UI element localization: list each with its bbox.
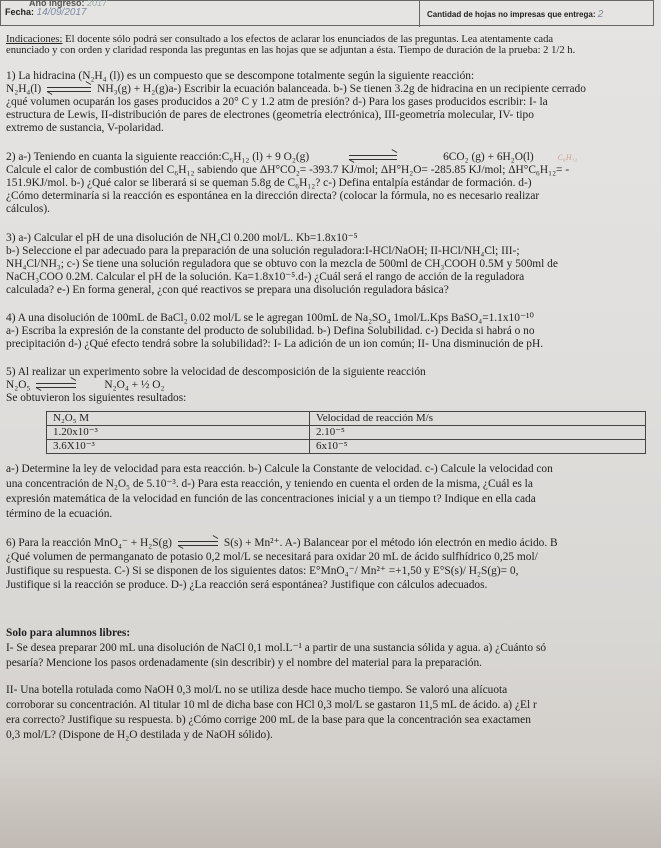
q1-line-3: ¿qué volumen ocuparán los gases producidos a 20° C y 1.2 atm de presión? d-) Para los gases producidos escribir: I- la xyxy=(6,96,548,108)
equilibrium-arrow-icon xyxy=(349,153,397,162)
q6-line-4: Justifique si la reacción se produce. D-) ¿La reacción será espontánea? Justifique con cálculos adecuados. xyxy=(6,579,488,591)
fecha-label: Fecha: xyxy=(5,7,35,17)
libres-section xyxy=(6,626,656,743)
q1-line-1: 1) La hidracina (N₂H₄ (l)) es un compuesto que se descompone totalmente según la siguiente reacción: xyxy=(6,70,475,82)
ingreso-label: Año ingreso: xyxy=(29,0,85,8)
equilibrium-arrow-icon xyxy=(36,381,76,390)
q5-products: N₂O₄ + ½ O₂ xyxy=(104,379,165,391)
q5-line-7: término de la ecuación. xyxy=(6,508,113,520)
indicaciones-title: Indicaciones: xyxy=(6,34,63,45)
q2-handwritten-note: C₆H₁₂ xyxy=(557,153,578,162)
hojas-field xyxy=(427,9,603,20)
fecha-field xyxy=(5,7,87,18)
question-1 xyxy=(6,70,656,135)
q6-line-3: Justifique su respuesta. C-) Si se disponen de los siguientes datos: E°MnO₄⁻/ Mn²⁺ =+1,50 y E°S(s)/ H₂S(g)= 0, xyxy=(6,565,519,577)
question-5 xyxy=(6,366,656,405)
table-cell: 6x10⁻⁵ xyxy=(310,440,646,454)
q1-reactant: N₂H₄(l) xyxy=(6,83,42,95)
q5-line-3: Se obtuvieron los siguientes resultados: xyxy=(6,392,187,404)
page-shadow xyxy=(0,760,661,848)
table-row xyxy=(47,440,646,454)
q4-line-3: precipitación d-) ¿Qué efecto tendrá sobre la solubilidad?: I- La adición de un ion común; II- Una disminución de pH. xyxy=(6,338,544,350)
q2-line-4: ¿Cómo determinaría si la reacción es espontánea en la dirección directa? (colocar la fórmula, no es necesario realizar xyxy=(6,190,540,202)
q6-line-1: S(s) + Mn²⁺. A-) Balancear por el método ión electrón en medio ácido. B xyxy=(223,537,558,549)
q4-line-2: a-) Escriba la expresión de la constante del producto de solubilidad. b-) Defina Solubilidad. c-) Decida si habrá o no xyxy=(6,325,535,337)
equilibrium-arrow-icon xyxy=(47,85,91,94)
q5-line-6: expresión matemática de la velocidad en función de las concentraciones inicial y a un tiempo t? Indique en ella cada xyxy=(6,493,536,505)
q5-line-1: 5) Al realizar un experimento sobre la velocidad de descomposición de la siguiente reacción xyxy=(6,366,426,378)
q1-line-5: extremo de sustancia, V-polaridad. xyxy=(6,122,164,134)
indicaciones-text-1: El docente sólo podrá ser consultado a los efectos de aclarar los enunciados de las preguntas. Lea atentamente cada xyxy=(62,34,554,45)
hojas-label: Cantidad de hojas no impresas que entrega: xyxy=(427,10,596,19)
q2-products: 6CO₂ (g) + 6H₂O(l) xyxy=(443,151,534,163)
libres-line-4: corroborar su concentración. Al titular 10 ml de dicha base con HCl 0,3 mol/L se gastaron 11,5 mL de ácido. a) ¿El r xyxy=(6,699,537,711)
table-row xyxy=(47,426,646,440)
results-table xyxy=(46,411,646,454)
q3-line-2: b-) Seleccione el par adecuado para la preparación de una solución reguladora:I-HCl/NaOH; II-HCl/NH₄Cl; III-; xyxy=(6,245,520,257)
q1-products: NH₃(g) + H₂(g) xyxy=(97,83,169,95)
q5-line-5: una concentración de N₂O₅ de 5.10⁻³. d-) Para esta reacción, y teniendo en cuenta el orden de la misma, ¿Cuál es la xyxy=(6,478,533,490)
question-2 xyxy=(6,151,656,216)
q1-line-4: estructura de Lewis, II-distribución de pares de electrones (geometría electrónica), III-geometría molecular, IV- tipo xyxy=(6,109,534,121)
results-table-wrap xyxy=(46,411,646,454)
indicaciones xyxy=(6,34,656,56)
libres-line-3: II- Una botella rotulada como NaOH 0,3 mol/L no se utiliza desde hace mucho tiempo. Se valoró una alícuota xyxy=(6,684,508,696)
table-cell: 1.20x10⁻³ xyxy=(47,426,310,440)
q4-line-1: 4) A una disolución de 100mL de BaCl₂ 0.02 mol/L se le agregan 100mL de Na₂SO₄ 1mol/L.Kps BaSO₄=1.1x10⁻¹⁰ xyxy=(6,312,534,324)
fecha-value: 14/09/2017 xyxy=(36,7,87,18)
q2-line-5: cálculos). xyxy=(6,203,50,215)
libres-line-6: 0,3 mol/L? (Dispone de H₂O destilada y de NaOH sólido). xyxy=(6,729,273,741)
libres-line-2: pesaría? Mencione los pasos ordenadamente (sin describir) y el nombre del material para la preparación. xyxy=(6,657,482,669)
libres-line-1: I- Se desea preparar 200 mL una disolución de NaCl 0,1 mol.L⁻¹ a partir de una sustancia sólida y agua. a) ¿Cuánto só xyxy=(6,642,547,654)
q2-line-3: 151.9KJ/mol. b-) ¿Qué calor se liberará si se queman 5.8g de C₆H₁₂? c-) Defina entalpía estándar de formación. d-) xyxy=(6,177,532,189)
q3-line-5: calculada? e-) En forma general, ¿con qué reactivos se prepara una disolución reguladora básica? xyxy=(6,284,449,296)
header-divider xyxy=(419,1,420,27)
question-3 xyxy=(6,232,656,297)
q1-line-2: a-) Escribir la ecuación balanceada. b-) Se tienen 3.2g de hidracina en un recipiente cerrado xyxy=(168,83,586,95)
libres-title: Solo para alumnos libres: xyxy=(6,627,131,639)
q3-line-1: 3) a-) Calcular el pH de una disolución de NH₄Cl 0.200 mol/L. Kb=1.8x10⁻⁵ xyxy=(6,232,358,244)
q5-reactant: N₂O₅ xyxy=(6,379,31,391)
indicaciones-text-2: enunciado y con orden y claridad responda las preguntas en las hojas que se adjuntan a ésta. Tiempo de duración de la prueba: 2 1/2 h. xyxy=(6,45,576,56)
question-5-parts xyxy=(6,462,656,522)
q2-reactants: 2) a-) Teniendo en cuanta la siguiente reacción:C₆H₁₂ (l) + 9 O₂(g) xyxy=(6,151,310,163)
libres-line-5: era correcto? Justifique su respuesta. b) ¿Cómo corrige 200 mL de la base para que la concentración sea exactamen xyxy=(6,714,531,726)
q2-line-2: Calcule el calor de combustión del C₆H₁₂ sabiendo que ΔH°CO₂= -393.7 KJ/mol; ΔH°H₂O= -285.85 KJ/mol; ΔH°C₆H₁₂= - xyxy=(6,164,570,176)
question-6 xyxy=(6,536,656,592)
question-4 xyxy=(6,312,656,351)
table-header-cell: Velocidad de reacción M/s xyxy=(310,412,646,426)
q3-line-4: NaCH₃COO 0.2M. Calcular el pH de la solución. Ka=1.8x10⁻⁵.d-) ¿Cuál será el rango de acción de la reguladora xyxy=(6,271,525,283)
hojas-value: 2 xyxy=(597,9,604,20)
q3-line-3: NH₄Cl/NH₃; c-) Se tiene una solución reguladora que se obtuvo con la mezcla de 500ml de CH₃COOH 0.5M y 500ml de xyxy=(6,258,558,270)
table-header-cell: N₂O₅ M xyxy=(47,412,310,426)
q6-reactants: 6) Para la reacción MnO₄⁻ + H₂S(g) xyxy=(6,537,172,549)
q5-line-4: a-) Determine la ley de velocidad para esta reacción. b-) Calcule la Constante de velocidad. c-) Calcule la velocidad con xyxy=(6,463,553,475)
table-cell: 3.6X10⁻³ xyxy=(47,440,310,454)
q6-line-2: ¿Qué volumen de permanganato de potasio 0,2 mol/L se necesitará para oxidar 20 mL de ácido sulfhídrico 0,25 mol/ xyxy=(6,551,538,563)
header-box xyxy=(0,0,654,26)
reaction-arrow-icon xyxy=(178,539,218,548)
table-cell: 2.10⁻⁵ xyxy=(310,426,646,440)
ingreso-value: 2017 xyxy=(87,0,108,8)
table-header-row xyxy=(47,412,646,426)
